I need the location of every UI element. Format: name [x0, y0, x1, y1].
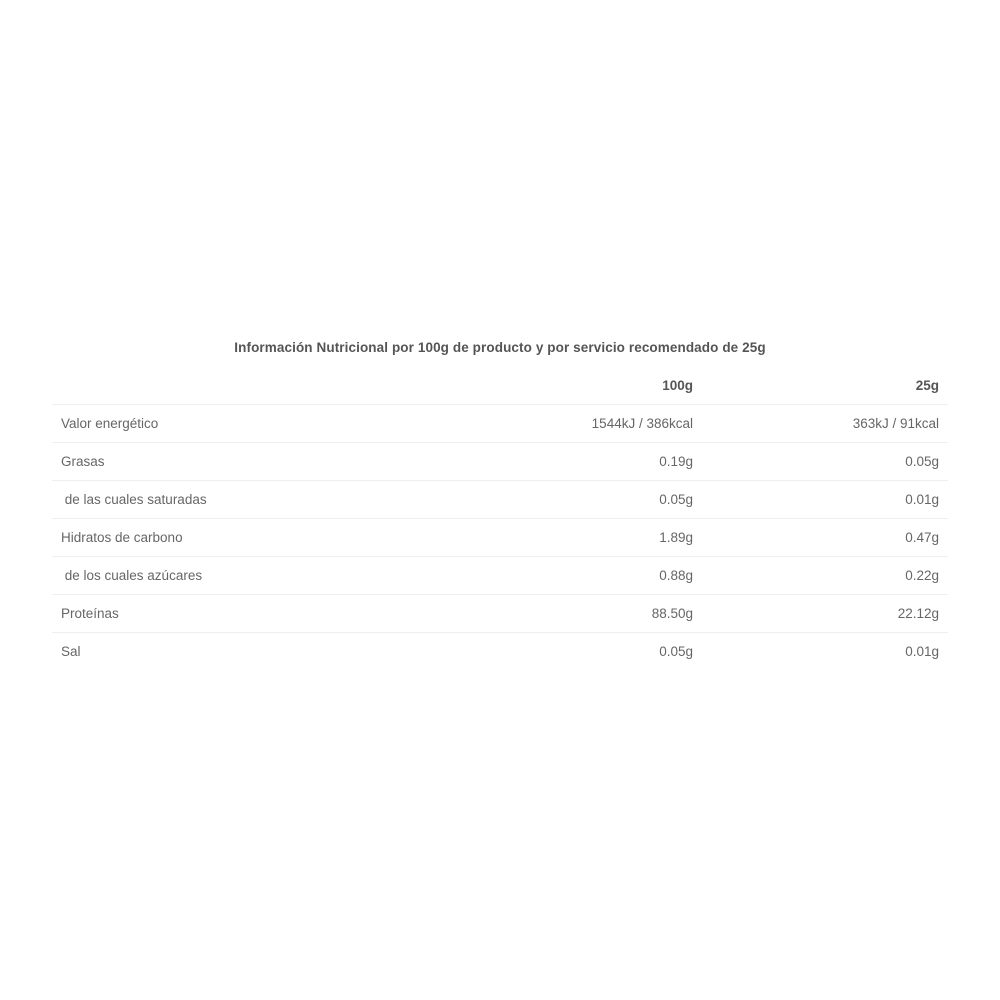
value-per-100g: 0.05g — [659, 492, 693, 507]
nutrient-label: Grasas — [61, 454, 105, 469]
nutrient-label: Sal — [61, 644, 81, 659]
column-header-25g: 25g — [915, 377, 939, 393]
nutrient-label: de las cuales saturadas — [61, 492, 207, 507]
value-per-100g: 0.88g — [659, 568, 693, 583]
column-header-100g: 100g — [662, 377, 693, 393]
value-per-100g: 1.89g — [659, 530, 693, 545]
nutrition-table — [52, 366, 948, 670]
value-per-25g: 0.01g — [905, 644, 939, 659]
value-per-100g: 88.50g — [651, 606, 693, 621]
table-row — [52, 595, 948, 633]
value-per-25g: 0.01g — [905, 492, 939, 507]
nutrient-label: de los cuales azúcares — [61, 568, 203, 583]
nutrition-table-title: Información Nutricional por 100g de producto y por servicio recomendado de 25g — [234, 340, 766, 355]
nutrient-label: Valor energético — [61, 416, 159, 431]
table-header-row — [52, 366, 948, 405]
value-per-25g: 22.12g — [897, 606, 939, 621]
table-row — [52, 557, 948, 595]
table-row — [52, 633, 948, 670]
nutrient-label: Hidratos de carbono — [61, 530, 183, 545]
table-row — [52, 481, 948, 519]
value-per-25g: 0.05g — [905, 454, 939, 469]
value-per-100g: 1544kJ / 386kcal — [591, 416, 693, 431]
value-per-100g: 0.19g — [659, 454, 693, 469]
table-row — [52, 443, 948, 481]
table-row — [52, 405, 948, 443]
value-per-100g: 0.05g — [659, 644, 693, 659]
value-per-25g: 0.47g — [905, 530, 939, 545]
value-per-25g: 0.22g — [905, 568, 939, 583]
value-per-25g: 363kJ / 91kcal — [852, 416, 939, 431]
table-row — [52, 519, 948, 557]
nutrient-label: Proteínas — [61, 606, 119, 621]
